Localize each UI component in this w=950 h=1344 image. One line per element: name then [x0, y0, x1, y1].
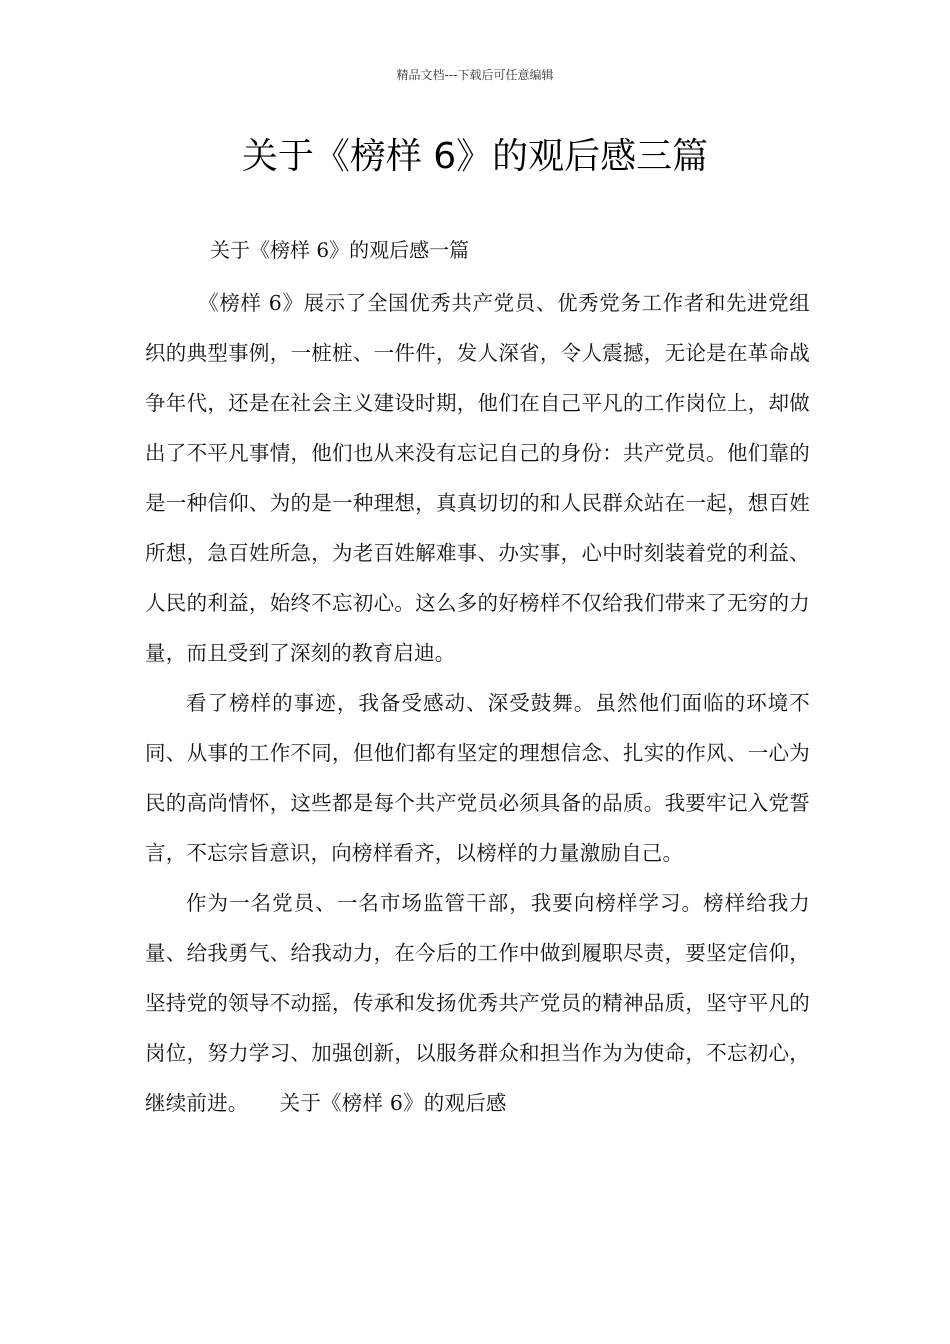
paragraph: 《榜样 6》展示了全国优秀共产党员、优秀党务工作者和先进党组织的典型事例，一桩桩、一件件，发人深省，令人震撼，无论是在革命战争年代，还是在社会主义建设时期，他们在自己平凡的工作岗位上，却做出了不平凡事情，他们也从来没有忘记自己的身份：共产党员。他们靠的是一种信仰、为的是一种理想，真真切切的和人民群众站在一起，想百姓所想，急百姓所急，为老百姓解难事、办实事，心中时刻装着党的利益、人民的利益，始终不忘初心。这么多的好榜样不仅给我们带来了无穷的力量，而且受到了深刻的教育启迪。 [145, 291, 810, 665]
paragraph: 作为一名党员、一名市场监管干部，我要向榜样学习。榜样给我力量、给我勇气、给我动力，在今后的工作中做到履职尽责，要坚定信仰，坚持党的领导不动摇，传承和发扬优秀共产党员的精神品质，坚守平凡的岗位，努力学习、加强创新，以服务群众和担当作为为使命，不忘初心，继续前进。 关于《榜样 6》的观后感 [145, 891, 810, 1115]
document-title: 关于《榜样 6》的观后感三篇 [241, 136, 709, 177]
paragraph: 看了榜样的事迹，我备受感动、深受鼓舞。虽然他们面临的环境不同、从事的工作不同，但他们都有坚定的理想信念、扎实的作风、一心为民的高尚情怀，这些都是每个共产党员必须具备的品质。我要牢记入党誓言，不忘宗旨意识，向榜样看齐，以榜样的力量激励自己。 [145, 691, 810, 865]
header-note: 精品文档---下载后可任意编辑 [396, 68, 554, 82]
body-text [145, 278, 810, 1128]
section-heading: 关于《榜样 6》的观后感一篇 [210, 238, 470, 262]
